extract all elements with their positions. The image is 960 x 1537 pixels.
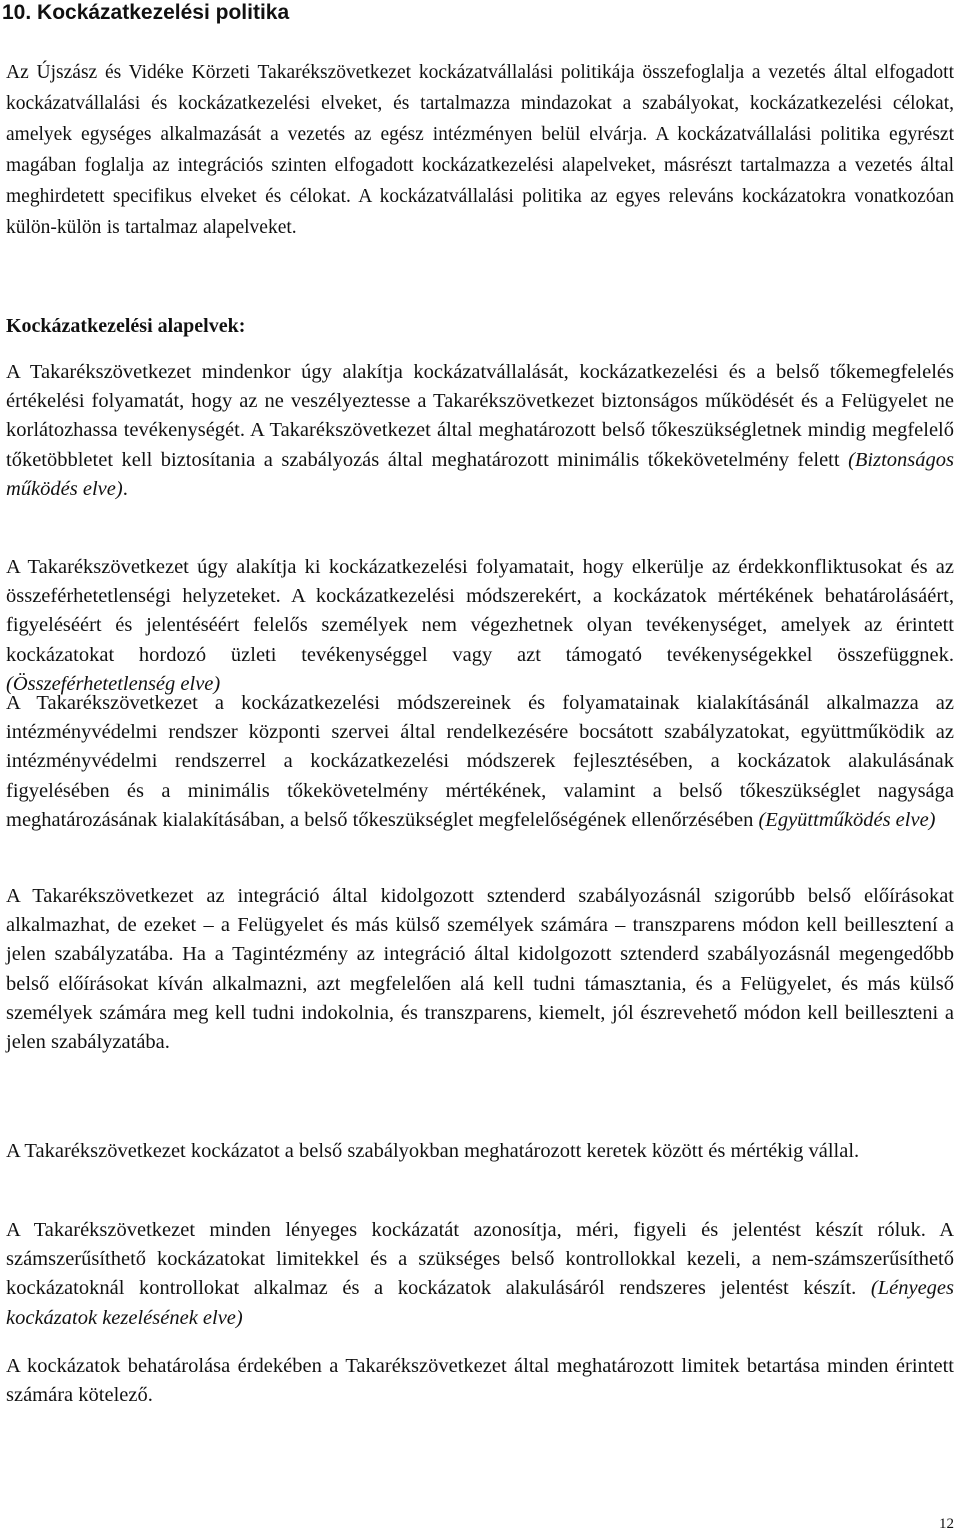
principle-paragraph: [6, 1352, 954, 1410]
principle-paragraph: [6, 358, 954, 504]
principle-paragraph: [6, 553, 954, 699]
paragraph-text: A kockázatok behatárolása érdekében a Takarékszövetkezet által meghatározott limitek betartása minden érintett számára kötelező.: [6, 1355, 954, 1407]
principle-reference: (Lényeges kockázatok kezelésének elve): [6, 1277, 954, 1329]
principle-reference: (Együttműködés elve): [758, 808, 936, 831]
principle-paragraph: [6, 689, 954, 835]
principle-reference: (Biztonságos működés elve): [6, 448, 954, 500]
principles-title: Kockázatkezelési alapelvek:: [6, 315, 246, 337]
intro-paragraph: Az Újszász és Vidéke Körzeti Takarékszövetkezet kockázatvállalási politikája összefoglalja a vezetés által elfogadott kockázatvállalási és kockázatkezelési elveket, és tartalmazza mindazokat a szabályokat, kockázatkezelési célokat, amelyek egységes alkalmazását a vezetés az egész intézményen belül elvárja. A kockázatvállalási politika egyrészt magában foglalja az integrációs szinten elfogadott kockázatkezelési alapelveket, másrészt tartalmazza a vezetés által meghirdetett specifikus elveket és célokat. A kockázatvállalási politika az egyes releváns kockázatokra vonatkozóan külön-külön is tartalmaz alapelveket.: [6, 62, 954, 238]
principle-reference: (Összeférhetetlenség elve): [6, 672, 221, 695]
section-heading: 10. Kockázatkezelési politika: [2, 1, 290, 24]
principle-paragraph: [6, 1216, 954, 1333]
page-number: 12: [939, 1516, 954, 1532]
paragraph-text: A Takarékszövetkezet minden lényeges kockázatát azonosítja, méri, figyeli és jelentést készít róluk. A számszerűsíthető kockázatokat limitekkel és a szükséges belső kontrollokkal kezeli, a nem-számszerűsíthető kockázatoknál kontrollokat alkalmaz és a kockázatok alakulásáról rendszeres jelentést készít.: [6, 1219, 954, 1300]
paragraph-text: A Takarékszövetkezet mindenkor úgy alakítja kockázatvállalását, kockázatkezelési és a belső tőkemegfelelés értékelési folyamatát, hogy az ne veszélyeztesse a Takarékszövetkezet biztonságos működését és a Felügyelet ne korlátozhassa tevékenységét. A Takarékszövetkezet által meghatározott belső tőkeszükségletnek mindig megfelelő tőketöbbletet kell biztosítania a szabályozás által meghatározott minimális tőkekövetelmény felett: [6, 361, 954, 471]
principle-paragraph: [6, 1137, 954, 1166]
paragraph-text: A Takarékszövetkezet a kockázatkezelési módszereinek és folyamatainak kialakításánál alkalmazza az intézményvédelmi rendszer központi szervei által rendelkezésére bocsátott szabályzatokat, együttműködik az intézményvédelmi rendszerrel a kockázatkezelési módszerek fejlesztésében, a kockázatok alakulásának figyelésében és a minimális tőkekövetelmény mértékének, valamint a belső tőkeszükséglet nagysága meghatározásának kialakításában, a belső tőkeszükséglet megfelelőségének ellenőrzésében: [6, 692, 954, 831]
paragraph-text: A Takarékszövetkezet kockázatot a belső szabályokban meghatározott keretek között és mértékig vállal.: [6, 1140, 860, 1162]
paragraph-text: A Takarékszövetkezet az integráció által kidolgozott sztenderd szabályozásnál szigorúbb belső előírásokat alkalmazhat, de ezeket – a Felügyelet és más külső személyek számára – transzparens módon kell beillesztení a jelen szabályzatába. Ha a Tagintézmény az integráció által kidolgozott sztenderd szabályozásnál megengedőbb belső előírásokat kíván alkalmazni, azt megfelelően alá kell tudni támasztania, és a Felügyelet, és más külső személyek számára meg kell tudni indokolnia, és transzparens, kiemelt, jól észrevehető módon kell beilleszteni a jelen szabályzatába.: [6, 885, 954, 1054]
principle-paragraph: [6, 882, 954, 1057]
paragraph-text: A Takarékszövetkezet úgy alakítja ki kockázatkezelési folyamatait, hogy elkerülje az érdekkonfliktusokat és az összeférhetetlenségi helyzeteket. A kockázatkezelési módszerekért, a kockázatok mértékének behatárolásáért, figyeléséért és jelentéséért felelős személyek nem végezhetnek olyan tevékenységet, amelyek az érintett kockázatokat hordozó üzleti tevékenységgel vagy azt támogató tevékenységekkel összefüggnek.: [6, 556, 954, 666]
paragraph-tail: .: [122, 477, 128, 500]
